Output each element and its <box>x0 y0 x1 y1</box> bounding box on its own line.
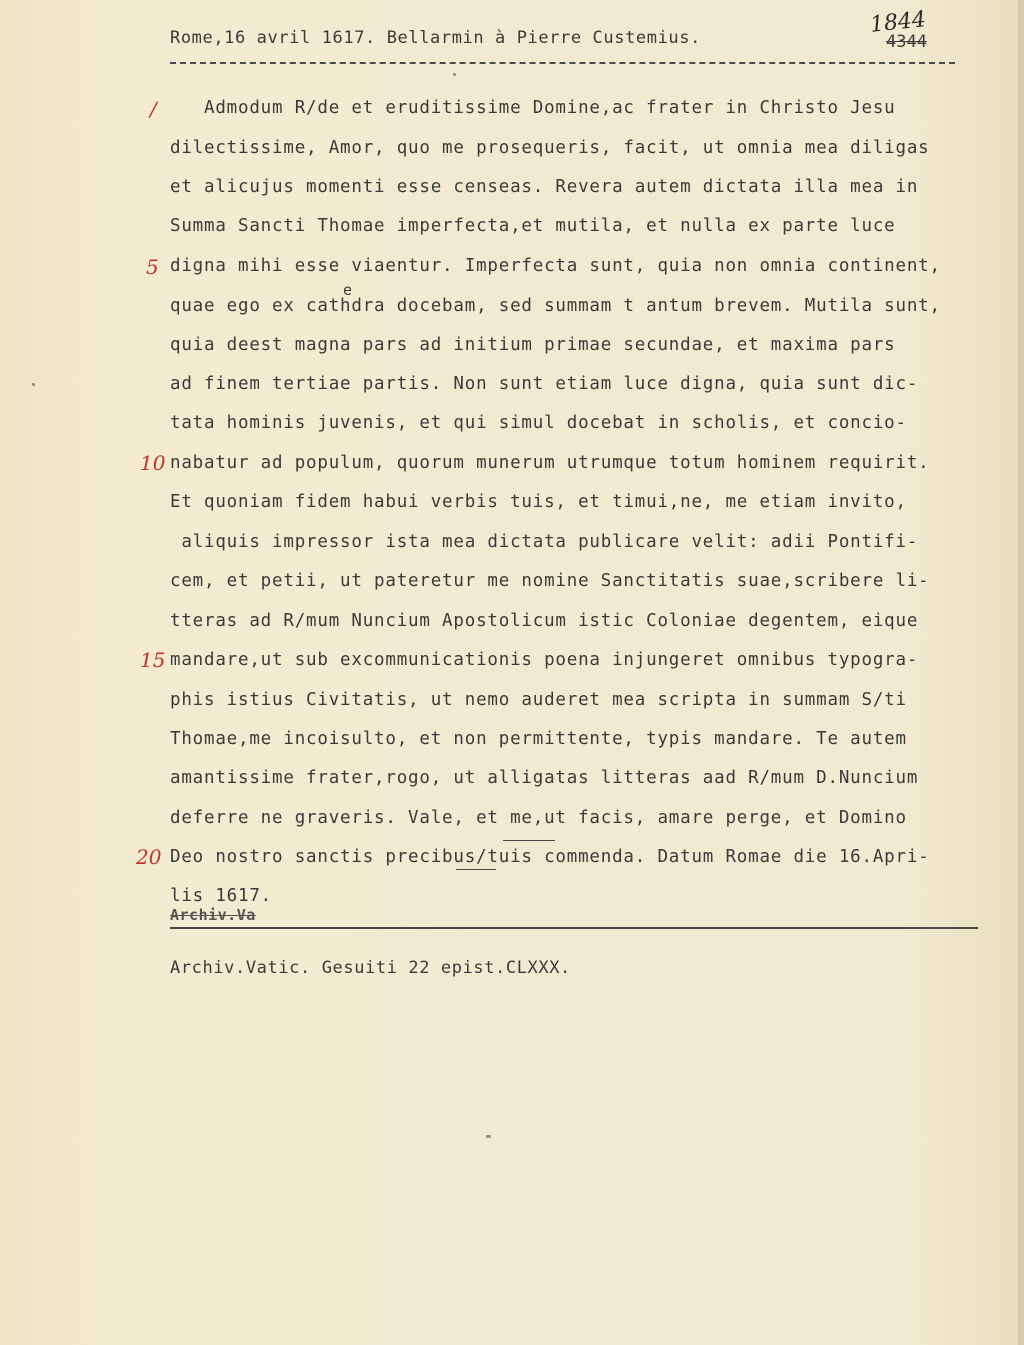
paper-speck <box>486 1135 491 1138</box>
body-line: aliquis impressor ista mea dictata publicare velit: adii Pontifi- <box>170 532 919 552</box>
paper-speck <box>453 73 456 76</box>
body-line: dilectissime, Amor, quo me prosequeris, facit, ut omnia mea diligas <box>170 138 930 158</box>
handwritten-underline <box>456 869 496 870</box>
archive-reference: Archiv.Vatic. Gesuiti 22 epist.CLXXX. <box>170 958 571 978</box>
body-line: mandare,ut sub excommunicationis poena injungeret omnibus typogra- <box>170 650 919 670</box>
body-line: Et quoniam fidem habui verbis tuis, et timui,ne, me etiam invito, <box>170 492 907 512</box>
margin-number-1: / <box>150 97 157 121</box>
margin-number-15: 15 <box>140 648 166 672</box>
margin-number-20: 20 <box>136 845 162 869</box>
body-line: Thomae,me incoisulto, et non permittente, typis mandare. Te autem <box>170 729 907 749</box>
body-line: lis 1617. <box>170 886 273 906</box>
header-divider <box>170 62 955 64</box>
body-line: deferre ne graveris. Vale, et me,ut facis, amare perge, et Domino <box>170 808 907 828</box>
body-line: cem, et petii, ut pateretur me nomine Sanctitatis suae,scribere li- <box>170 571 930 591</box>
body-line: nabatur ad populum, quorum munerum utrumque totum hominem requirit. <box>170 453 930 473</box>
body-line: et alicujus momenti esse censeas. Revera autem dictata illa mea in <box>170 177 919 197</box>
body-line: Deo nostro sanctis precibus/tuis commenda. Datum Romae die 16.Apri- <box>170 847 930 867</box>
body-line: Summa Sancti Thomae imperfecta,et mutila, et nulla ex parte luce <box>170 216 896 236</box>
body-line: tata hominis juvenis, et qui simul docebat in scholis, et concio- <box>170 413 907 433</box>
handwritten-overline <box>503 840 555 841</box>
handwritten-page-number: 1844 <box>868 7 928 38</box>
closing-divider <box>170 927 978 929</box>
body-line: digna mihi esse viaentur. Imperfecta sunt, quia non omnia continent, <box>170 256 941 276</box>
superscript-correction: e <box>343 281 353 299</box>
typed-page-number: 4344 <box>886 32 927 52</box>
body-line: amantissime frater,rogo, ut alligatas litteras aad R/mum D.Nuncium <box>170 768 919 788</box>
margin-number-5: 5 <box>146 255 159 279</box>
paper-speck <box>32 383 35 386</box>
body-line: quia deest magna pars ad initium primae secundae, et maxima pars <box>170 335 896 355</box>
body-line: tteras ad R/mum Nuncium Apostolicum istic Coloniae degentem, eique <box>170 611 919 631</box>
body-line: ad finem tertiae partis. Non sunt etiam luce digna, quia sunt dic- <box>170 374 919 394</box>
margin-number-10: 10 <box>140 451 166 475</box>
letter-header: Rome,16 avril 1617. Bellarmin à Pierre Custemius. <box>170 28 701 48</box>
body-line: phis istius Civitatis, ut nemo auderet mea scripta in summam S/ti <box>170 690 907 710</box>
body-line: quae ego ex cathdra docebam, sed summam t antum brevem. Mutila sunt, <box>170 296 941 316</box>
paper-edge <box>1018 0 1024 1345</box>
body-line: Admodum R/de et eruditissime Domine,ac frater in Christo Jesu <box>170 98 896 118</box>
struck-text: Archiv.Va <box>170 906 256 924</box>
